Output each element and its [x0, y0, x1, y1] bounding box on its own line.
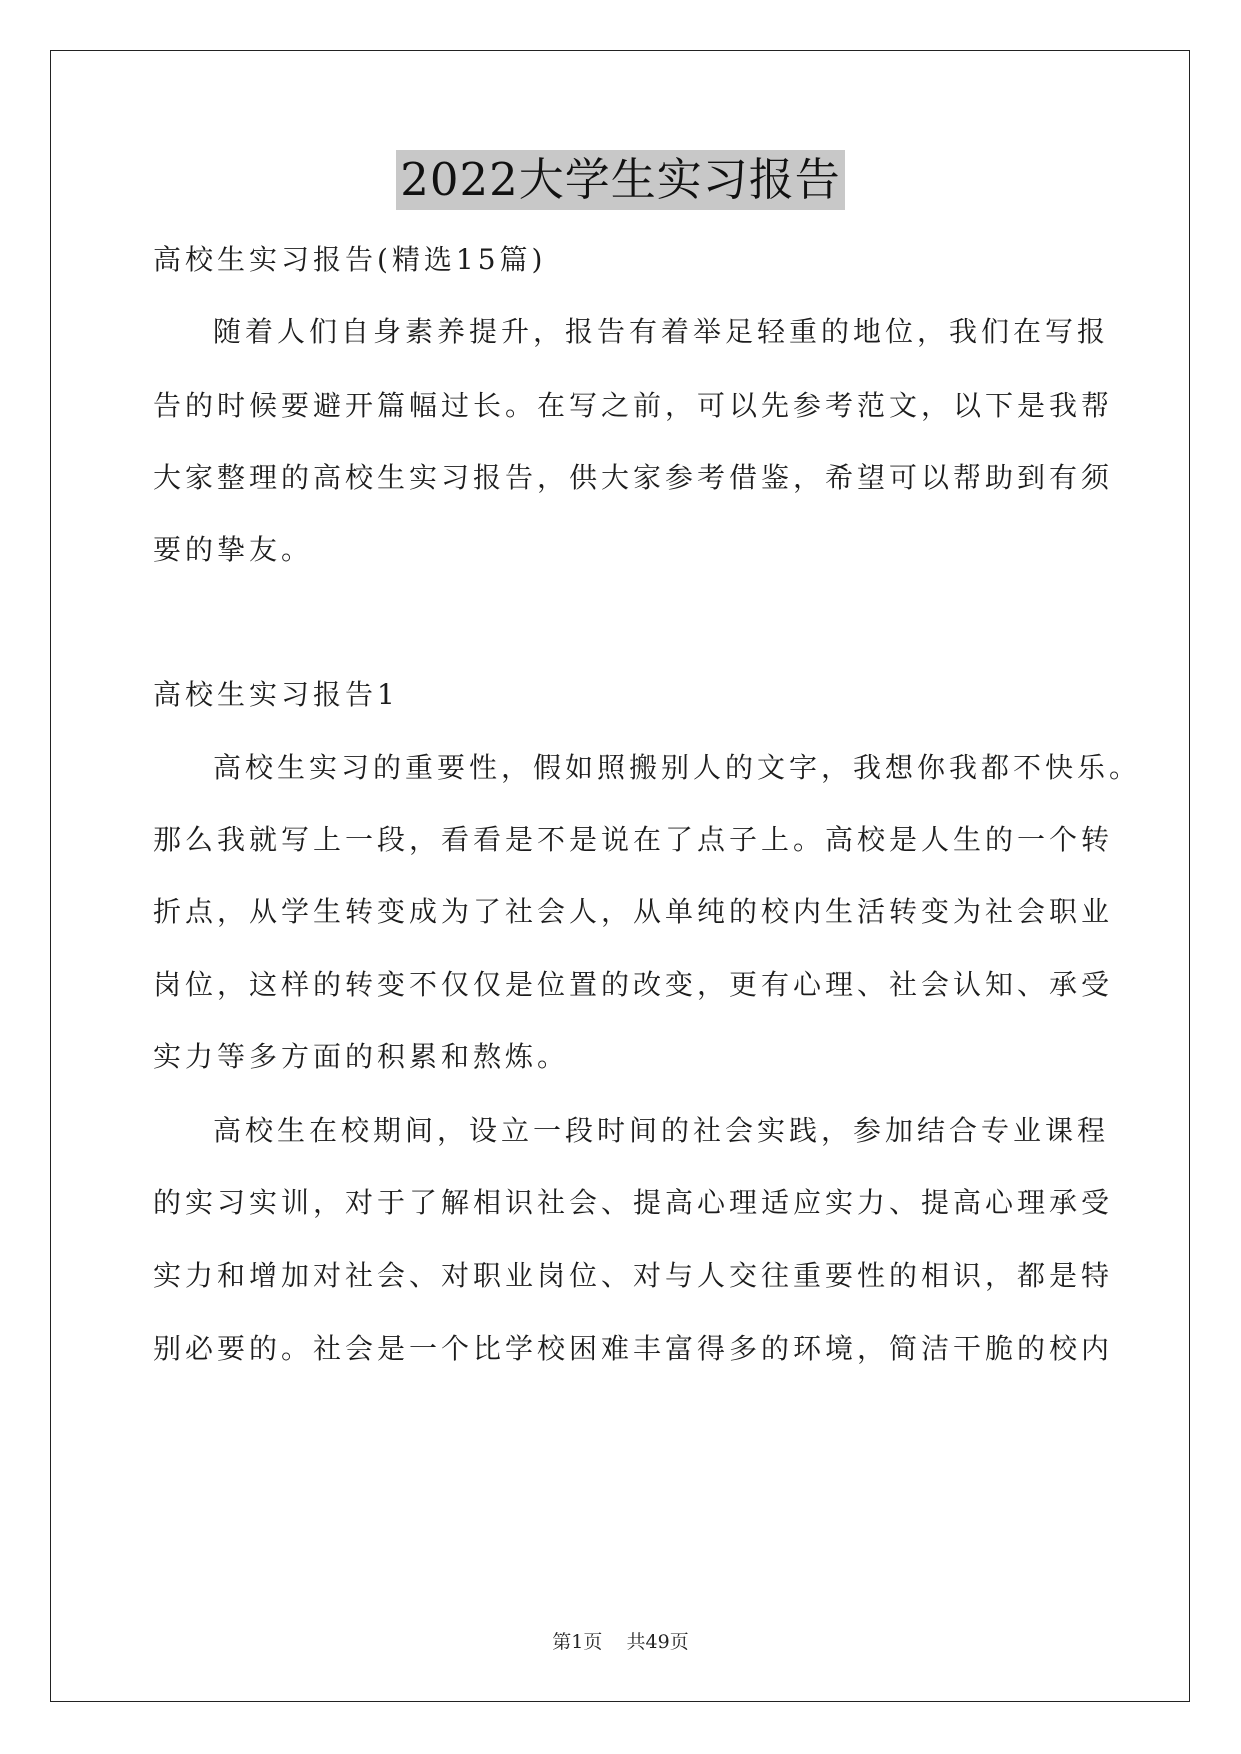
- body-paragraph-line: 高校生在校期间，设立一段时间的社会实践，参加结合专业课程: [213, 1114, 1110, 1147]
- intro-paragraph-line: 告的时候要避开篇幅过长。在写之前，可以先参考范文，以下是我帮: [153, 389, 1114, 422]
- page-total: 49: [645, 1631, 670, 1653]
- section-heading: 高校生实习报告1: [153, 678, 399, 711]
- body-paragraph-line: 实力和增加对社会、对职业岗位、对与人交往重要性的相识，都是特: [153, 1259, 1114, 1292]
- body-paragraph-line: 高校生实习的重要性，假如照搬别人的文字，我想你我都不快乐。: [213, 751, 1142, 784]
- body-paragraph-line: 实力等多方面的积累和熬炼。: [153, 1040, 570, 1073]
- subtitle-line: 高校生实习报告(精选15篇): [153, 243, 547, 276]
- page-number-current: 1: [571, 1631, 584, 1653]
- body-paragraph-line: 的实习实训，对于了解相识社会、提高心理适应实力、提高心理承受: [153, 1186, 1114, 1219]
- body-paragraph-line: 岗位，这样的转变不仅仅是位置的改变，更有心理、社会认知、承受: [153, 968, 1114, 1001]
- page-number-suffix: 页: [583, 1631, 603, 1653]
- page-total-suffix: 页: [669, 1631, 689, 1653]
- document-title: 2022大学生实习报告: [396, 150, 845, 210]
- body-paragraph-line: 那么我就写上一段，看看是不是说在了点子上。高校是人生的一个转: [153, 823, 1114, 856]
- page-border: [50, 50, 1190, 1702]
- title-container: [0, 150, 1241, 210]
- intro-paragraph-line: 大家整理的高校生实习报告，供大家参考借鉴，希望可以帮助到有须: [153, 461, 1114, 494]
- intro-paragraph-line: 要的挚友。: [153, 533, 314, 566]
- page-number-prefix: 第: [552, 1631, 572, 1653]
- body-paragraph-line: 折点，从学生转变成为了社会人，从单纯的校内生活转变为社会职业: [153, 895, 1114, 928]
- page-footer: [0, 1630, 1241, 1654]
- body-paragraph-line: 别必要的。社会是一个比学校困难丰富得多的环境，简洁干脆的校内: [153, 1332, 1114, 1365]
- intro-paragraph-line: 随着人们自身素养提升，报告有着举足轻重的地位，我们在写报: [213, 315, 1110, 348]
- page-total-prefix: 共: [626, 1631, 646, 1653]
